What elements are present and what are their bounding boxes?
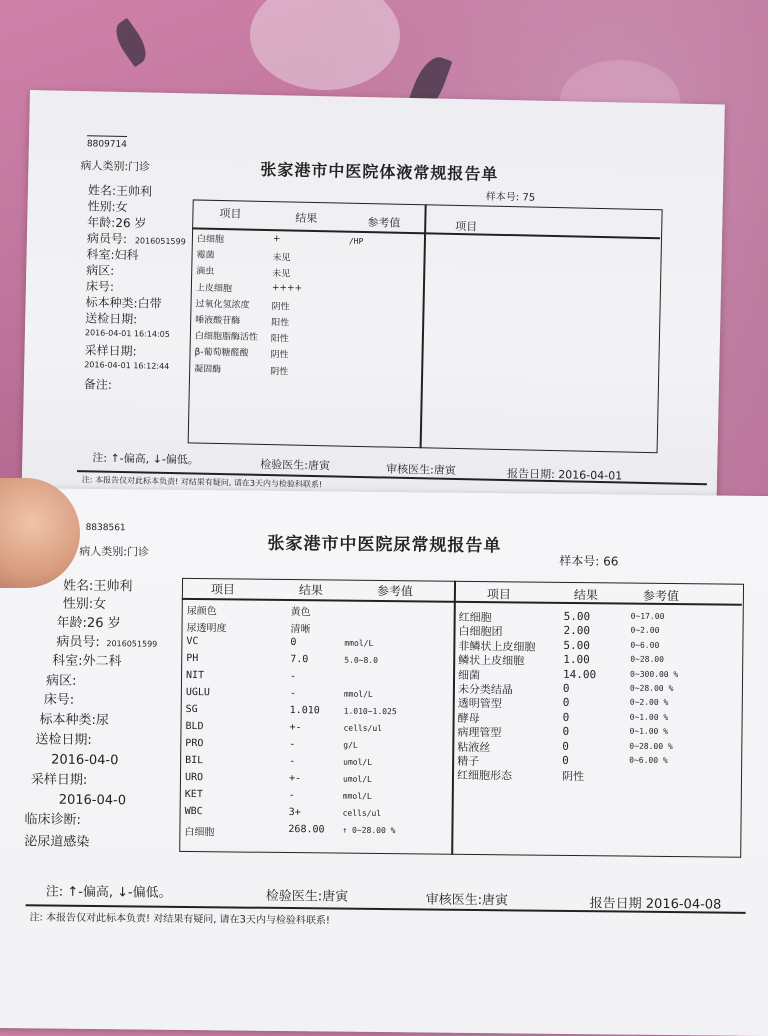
reviewer: 审核医生:唐寅 xyxy=(386,462,456,478)
result-item: 鳞状上皮细胞 xyxy=(458,653,525,668)
result-reference: 0~28.00 xyxy=(630,654,665,665)
ward: 病区: xyxy=(45,673,77,689)
department: 科室:外二科 xyxy=(52,653,122,670)
result-item: 霉菌 xyxy=(196,250,215,262)
col-header-item-right: 项目 xyxy=(486,587,512,602)
col-header-reference: 参考值 xyxy=(376,583,414,599)
result-value: - xyxy=(288,790,295,802)
result-value: 1.00 xyxy=(563,653,590,667)
result-item: BIL xyxy=(185,754,204,767)
result-item: 透明管型 xyxy=(457,697,502,711)
col-header-item-right: 项目 xyxy=(455,219,478,234)
result-value: 1.010 xyxy=(289,705,320,717)
result-value: - xyxy=(289,756,296,768)
send-date-label: 送检日期: xyxy=(85,311,138,327)
result-value: 14.00 xyxy=(563,667,597,681)
result-item: 未分类结晶 xyxy=(457,682,513,697)
result-reference: cells/ul xyxy=(343,723,383,734)
result-value: +- xyxy=(289,722,302,734)
col-header-item: 项目 xyxy=(219,206,242,221)
result-reference: g/L xyxy=(343,740,358,750)
result-value: 0 xyxy=(562,753,569,767)
result-item: URO xyxy=(184,771,204,784)
bed: 床号: xyxy=(85,279,115,294)
body-fluid-report xyxy=(21,90,725,524)
patient-age: 年龄:26 岁 xyxy=(56,615,121,632)
high-low-note: 注: ↑-偏高, ↓-偏低。 xyxy=(45,884,172,901)
col-header-result: 结果 xyxy=(295,211,318,226)
result-value: - xyxy=(289,739,296,751)
result-value: 0 xyxy=(562,739,570,753)
result-reference: umol/L xyxy=(342,774,372,784)
bed: 床号: xyxy=(43,692,75,708)
result-reference: 0~28.00 % xyxy=(629,741,673,751)
disclaimer: 注: 本报告仅对此标本负责! 对结果有疑问, 请在3天内与检验科联系! xyxy=(81,475,323,490)
sample-date: 2016-04-0 xyxy=(58,792,127,809)
col-header-reference: 参考值 xyxy=(367,216,401,230)
result-item: 凝固酶 xyxy=(194,364,222,375)
sample-date-label: 采样日期: xyxy=(84,343,137,359)
col-header-item: 项目 xyxy=(210,582,236,597)
code-underline xyxy=(87,135,127,137)
result-reference: 0~6.00 % xyxy=(629,755,668,766)
result-item: 白细胞 xyxy=(184,826,215,839)
result-item: 细菌 xyxy=(457,668,481,682)
result-value: - xyxy=(289,688,296,700)
result-reference: 0~1.00 % xyxy=(629,712,669,722)
result-value: 阴性 xyxy=(270,366,289,378)
result-item: NIT xyxy=(185,669,205,682)
result-value: 黄色 xyxy=(290,607,311,619)
result-value: 阴性 xyxy=(271,301,290,313)
result-value: + xyxy=(272,234,281,245)
result-item: 白细胞团 xyxy=(458,625,503,639)
result-value: - xyxy=(289,671,297,683)
specimen-type: 标本种类:白带 xyxy=(85,295,162,311)
result-value: 阳性 xyxy=(270,334,289,345)
result-item: PH xyxy=(186,652,199,665)
ward: 病区: xyxy=(86,263,115,278)
result-reference: ↑ 0~28.00 % xyxy=(342,825,396,836)
result-value: 清晰 xyxy=(290,624,311,636)
result-item: 上皮细胞 xyxy=(195,283,232,294)
result-value: 0 xyxy=(562,710,570,724)
patient-category: 病人类别:门诊 xyxy=(80,159,151,174)
fabric-leaf xyxy=(109,18,153,67)
result-reference: 1.010~1.025 xyxy=(343,706,397,717)
result-item: 尿透明度 xyxy=(186,622,227,635)
result-reference: 0~28.00 % xyxy=(629,683,674,694)
sample-date-label: 采样日期: xyxy=(30,772,88,788)
result-reference: 0~17.00 xyxy=(630,611,665,621)
result-value: ++++ xyxy=(271,282,303,294)
report-title: 张家港市中医院尿常规报告单 xyxy=(267,533,502,557)
report-title: 张家港市中医院体液常规报告单 xyxy=(260,159,499,184)
col-header-result-right: 结果 xyxy=(573,588,598,603)
result-item: KET xyxy=(184,788,203,801)
tester: 检验医生:唐寅 xyxy=(265,888,349,905)
result-item: β-葡萄糖醛酸 xyxy=(194,347,249,360)
result-reference: 0~6.00 xyxy=(630,640,660,650)
disclaimer: 注: 本报告仅对此标本负责! 对结果有疑问, 请在3天内与检验科联系! xyxy=(29,912,331,927)
result-item: 尿颜色 xyxy=(186,605,217,618)
result-value: 5.00 xyxy=(563,638,590,652)
sample-number: 样本号: 75 xyxy=(485,191,536,204)
patient-number: 2016051599 xyxy=(134,236,186,247)
result-value: 未见 xyxy=(272,253,291,264)
result-item: BLD xyxy=(185,720,204,733)
result-reference: mmol/L xyxy=(342,791,372,801)
result-reference: 0~2.00 xyxy=(630,626,660,636)
result-value: 未见 xyxy=(272,269,291,280)
patient-category: 病人类别:门诊 xyxy=(79,544,150,559)
patient-name: 姓名:王帅利 xyxy=(62,578,133,595)
result-item: 白细胞脂酶活性 xyxy=(194,331,258,344)
result-item: 白细胞 xyxy=(196,234,225,246)
result-item: 酵母 xyxy=(457,711,480,725)
diagnosis-label: 临床诊断: xyxy=(24,812,81,828)
result-value: 阴性 xyxy=(561,770,585,784)
result-reference: mmol/L xyxy=(343,689,373,699)
result-item: 滴虫 xyxy=(196,266,215,278)
result-reference: 0~300.00 % xyxy=(630,669,679,679)
patient-number: 2016051599 xyxy=(106,639,158,649)
report-date: 报告日期: 2016-04-01 xyxy=(506,467,623,483)
result-item: 病理管型 xyxy=(457,725,502,740)
result-value: 0 xyxy=(290,637,297,649)
result-reference: cells/ul xyxy=(342,808,382,819)
send-date: 2016-04-01 16:14:05 xyxy=(84,328,170,339)
patient-age: 年龄:26 岁 xyxy=(87,215,147,231)
fabric-flower xyxy=(250,0,400,90)
result-item: 粘液丝 xyxy=(457,740,491,754)
result-value: 0 xyxy=(562,725,570,739)
patient-gender: 性别:女 xyxy=(62,596,107,613)
result-reference: mmol/L xyxy=(344,638,374,648)
report-date: 报告日期 2016-04-08 xyxy=(589,896,722,913)
result-value: 5.00 xyxy=(563,609,591,624)
patient-name: 姓名:王帅利 xyxy=(87,183,153,199)
report-code: 8838561 xyxy=(85,522,126,534)
report-code: 8809714 xyxy=(86,139,128,151)
result-value: 0 xyxy=(562,681,570,695)
result-value: 0 xyxy=(562,696,570,710)
result-item: 红细胞形态 xyxy=(456,769,513,783)
result-reference: 0~2.00 % xyxy=(629,697,669,708)
result-value: 2.00 xyxy=(563,624,591,638)
result-item: VC xyxy=(186,635,199,648)
col-header-reference-right: 参考值 xyxy=(642,588,679,604)
result-value: 3+ xyxy=(288,807,301,819)
sample-number: 样本号: 66 xyxy=(559,553,619,569)
high-low-note: 注: ↑-偏高, ↓-偏低。 xyxy=(92,451,200,467)
result-value: 阳性 xyxy=(271,318,290,329)
result-item: UGLU xyxy=(185,686,211,699)
result-item: WBC xyxy=(184,805,203,818)
result-value: 268.00 xyxy=(288,824,325,836)
col-header-result: 结果 xyxy=(298,583,324,598)
result-item: 精子 xyxy=(457,754,480,769)
sample-date: 2016-04-01 16:12:44 xyxy=(84,360,170,371)
result-value: +- xyxy=(288,773,302,785)
specimen-type: 标本种类:尿 xyxy=(39,712,110,729)
patient-number-label: 病员号: xyxy=(56,634,100,651)
remark: 备注: xyxy=(83,377,113,392)
result-item: 非鳞状上皮细胞 xyxy=(458,639,536,654)
send-date: 2016-04-0 xyxy=(51,752,119,769)
result-item: 红细胞 xyxy=(458,610,492,625)
result-value: 7.0 xyxy=(290,654,309,666)
patient-number-label: 病员号: xyxy=(86,231,128,247)
result-value: 阴性 xyxy=(270,350,289,361)
result-item: PRO xyxy=(185,737,204,750)
urine-report xyxy=(0,488,768,1036)
result-reference: /HP xyxy=(348,236,364,247)
result-item: SG xyxy=(185,703,198,716)
patient-gender: 性别:女 xyxy=(87,199,128,215)
result-item: 唾液酸苷酶 xyxy=(195,315,241,327)
diagnosis: 泌尿道感染 xyxy=(24,834,90,850)
result-item: 过氧化氢浓度 xyxy=(195,299,250,311)
reviewer: 审核医生:唐寅 xyxy=(425,892,509,909)
tester: 检验医生:唐寅 xyxy=(260,457,331,473)
result-reference: umol/L xyxy=(343,757,373,767)
send-date-label: 送检日期: xyxy=(35,732,92,748)
result-reference: 5.0~8.0 xyxy=(344,655,378,665)
result-reference: 0~1.00 % xyxy=(629,726,669,737)
department: 科室:妇科 xyxy=(86,247,139,263)
